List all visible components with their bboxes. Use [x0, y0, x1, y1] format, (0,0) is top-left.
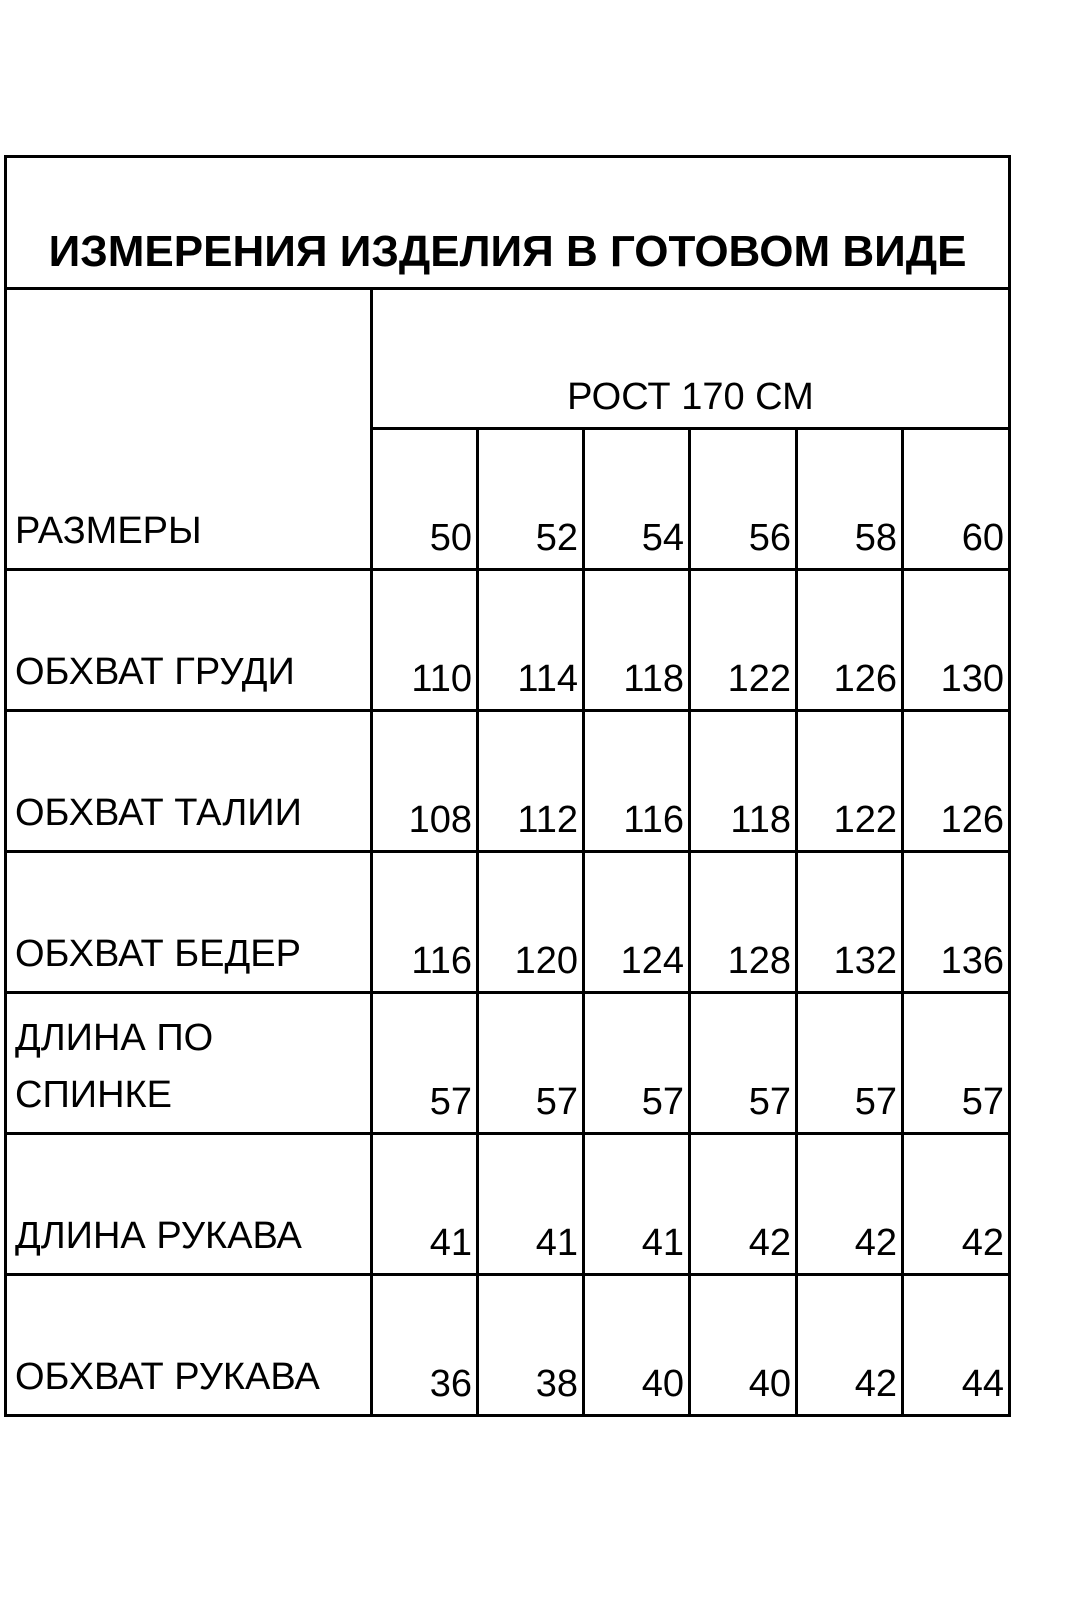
measurement-value: 126: [797, 570, 903, 711]
size-value: 58: [797, 429, 903, 570]
measurement-value: 41: [478, 1134, 584, 1275]
measurement-value: 130: [903, 570, 1010, 711]
row-label: ДЛИНА ПО СПИНКЕ: [6, 993, 372, 1134]
measurement-row-hips: [6, 852, 1010, 993]
measurement-value: 57: [903, 993, 1010, 1134]
measurement-value: 126: [903, 711, 1010, 852]
measurement-value: 110: [372, 570, 478, 711]
measurement-value: 124: [584, 852, 690, 993]
measurement-value: 57: [584, 993, 690, 1134]
row-label: ОБХВАТ ГРУДИ: [6, 570, 372, 711]
measurement-value: 108: [372, 711, 478, 852]
measurement-value: 57: [372, 993, 478, 1134]
measurement-value: 42: [903, 1134, 1010, 1275]
measurement-value: 42: [797, 1275, 903, 1416]
measurement-value: 41: [584, 1134, 690, 1275]
size-value: 52: [478, 429, 584, 570]
measurement-value: 40: [584, 1275, 690, 1416]
measurement-value: 42: [690, 1134, 797, 1275]
height-header-row: [6, 289, 1010, 429]
sizes-label: РАЗМЕРЫ: [6, 289, 372, 570]
measurement-value: 57: [478, 993, 584, 1134]
measurement-value: 38: [478, 1275, 584, 1416]
measurement-row-chest: [6, 570, 1010, 711]
title-row: [6, 157, 1010, 289]
measurement-value: 40: [690, 1275, 797, 1416]
height-header: РОСТ 170 СМ: [372, 289, 1010, 429]
row-label: ОБХВАТ РУКАВА: [6, 1275, 372, 1416]
measurement-value: 122: [797, 711, 903, 852]
size-chart-table: [4, 155, 1011, 1417]
measurement-row-sleeve-length: [6, 1134, 1010, 1275]
table-title: ИЗМЕРЕНИЯ ИЗДЕЛИЯ В ГОТОВОМ ВИДЕ: [6, 157, 1010, 289]
measurement-value: 118: [690, 711, 797, 852]
measurement-value: 44: [903, 1275, 1010, 1416]
measurement-value: 42: [797, 1134, 903, 1275]
measurement-row-sleeve-girth: [6, 1275, 1010, 1416]
measurement-value: 116: [372, 852, 478, 993]
measurement-value: 112: [478, 711, 584, 852]
size-value: 54: [584, 429, 690, 570]
measurement-value: 57: [797, 993, 903, 1134]
measurement-value: 122: [690, 570, 797, 711]
measurement-value: 136: [903, 852, 1010, 993]
row-label: ДЛИНА РУКАВА: [6, 1134, 372, 1275]
measurement-value: 116: [584, 711, 690, 852]
row-label: ОБХВАТ БЕДЕР: [6, 852, 372, 993]
measurement-value: 132: [797, 852, 903, 993]
measurement-value: 120: [478, 852, 584, 993]
size-value: 56: [690, 429, 797, 570]
measurement-value: 36: [372, 1275, 478, 1416]
measurement-value: 128: [690, 852, 797, 993]
measurement-row-waist: [6, 711, 1010, 852]
size-value: 60: [903, 429, 1010, 570]
measurement-value: 118: [584, 570, 690, 711]
measurement-value: 114: [478, 570, 584, 711]
size-value: 50: [372, 429, 478, 570]
measurement-value: 57: [690, 993, 797, 1134]
measurement-value: 41: [372, 1134, 478, 1275]
measurement-row-back-length: [6, 993, 1010, 1134]
row-label: ОБХВАТ ТАЛИИ: [6, 711, 372, 852]
